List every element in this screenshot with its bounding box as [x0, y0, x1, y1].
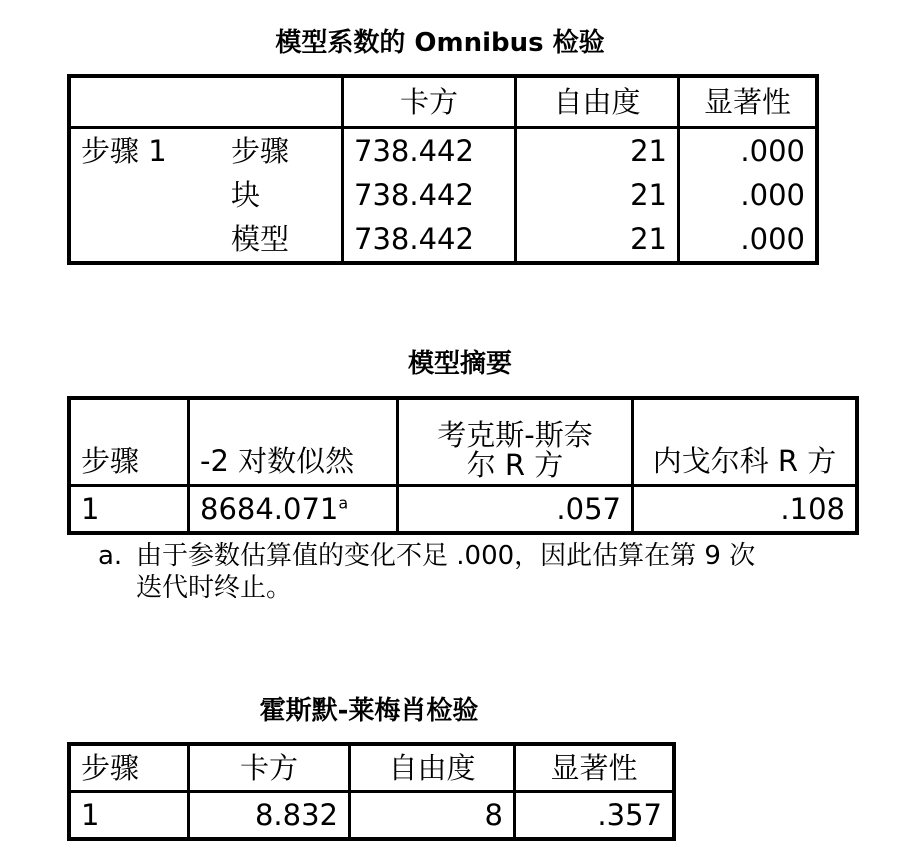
df-value: 21 — [516, 128, 679, 174]
footnote-label: a. — [98, 541, 123, 571]
chi-square-value: 738.442 — [343, 217, 516, 263]
table-row — [69, 486, 857, 534]
nagelkerke-value: .108 — [780, 492, 845, 526]
chi-square-value: 8.832 — [189, 792, 350, 840]
header-sig: 显著性 — [515, 744, 675, 792]
sig-value: .000 — [740, 222, 805, 256]
loglik-value: 8684.071 — [200, 492, 339, 526]
model-summary-title: 模型摘要 — [407, 349, 512, 379]
chi-square-value: 738.442 — [343, 173, 516, 217]
step-value: 1 — [69, 792, 189, 840]
df-value: 8 — [350, 792, 515, 840]
footnote-marker: a — [338, 493, 349, 513]
header-sig: 显著性 — [679, 76, 818, 128]
table-header-row — [69, 398, 857, 486]
row-label: 步骤 — [221, 128, 343, 174]
cox-snell-value: .057 — [398, 486, 633, 534]
chi-square-value: 738.442 — [343, 128, 516, 174]
sig-value: .357 — [597, 798, 662, 832]
header-nagelkerke: 内戈尔科 R 方 — [633, 398, 858, 486]
header-df: 自由度 — [350, 744, 515, 792]
omnibus-table — [67, 74, 819, 265]
sig-value: .000 — [740, 178, 805, 212]
header-step: 步骤 — [69, 744, 189, 792]
header-step: 步骤 — [69, 398, 189, 486]
df-value: 21 — [516, 217, 679, 263]
table-row — [69, 792, 674, 840]
row-label: 块 — [221, 173, 343, 217]
header-chi-square: 卡方 — [189, 744, 350, 792]
header-empty-2 — [221, 76, 343, 128]
header-chi-square: 卡方 — [343, 76, 516, 128]
header-cox-snell — [398, 398, 633, 486]
header-empty-1 — [69, 76, 221, 128]
footnote-line1: 由于参数估算值的变化不足 .000，因此估算在第 9 次 — [136, 541, 756, 571]
footnote-line2: 迭代时终止。 — [136, 573, 293, 603]
hosmer-table — [67, 742, 676, 841]
model-summary-table — [67, 396, 859, 535]
loglik-cell — [189, 486, 398, 534]
footnote — [98, 540, 858, 604]
df-value: 21 — [516, 173, 679, 217]
header-cox-snell-line2: 尔 R 方 — [466, 448, 564, 482]
table-row — [69, 173, 817, 217]
table-header-row — [69, 744, 674, 792]
step-label: 步骤 1 — [81, 134, 167, 168]
header-df: 自由度 — [516, 76, 679, 128]
table-row — [69, 128, 817, 174]
step-value: 1 — [69, 486, 189, 534]
row-label: 模型 — [221, 217, 343, 263]
hosmer-title: 霍斯默-莱梅肖检验 — [259, 696, 479, 726]
header-cox-snell-line1: 考克斯-斯奈 — [437, 418, 593, 452]
table-row — [69, 217, 817, 263]
omnibus-title: 模型系数的 Omnibus 检验 — [275, 28, 605, 58]
sig-value: .000 — [740, 134, 805, 168]
table-header-row — [69, 76, 817, 128]
header-loglik: -2 对数似然 — [189, 398, 398, 486]
